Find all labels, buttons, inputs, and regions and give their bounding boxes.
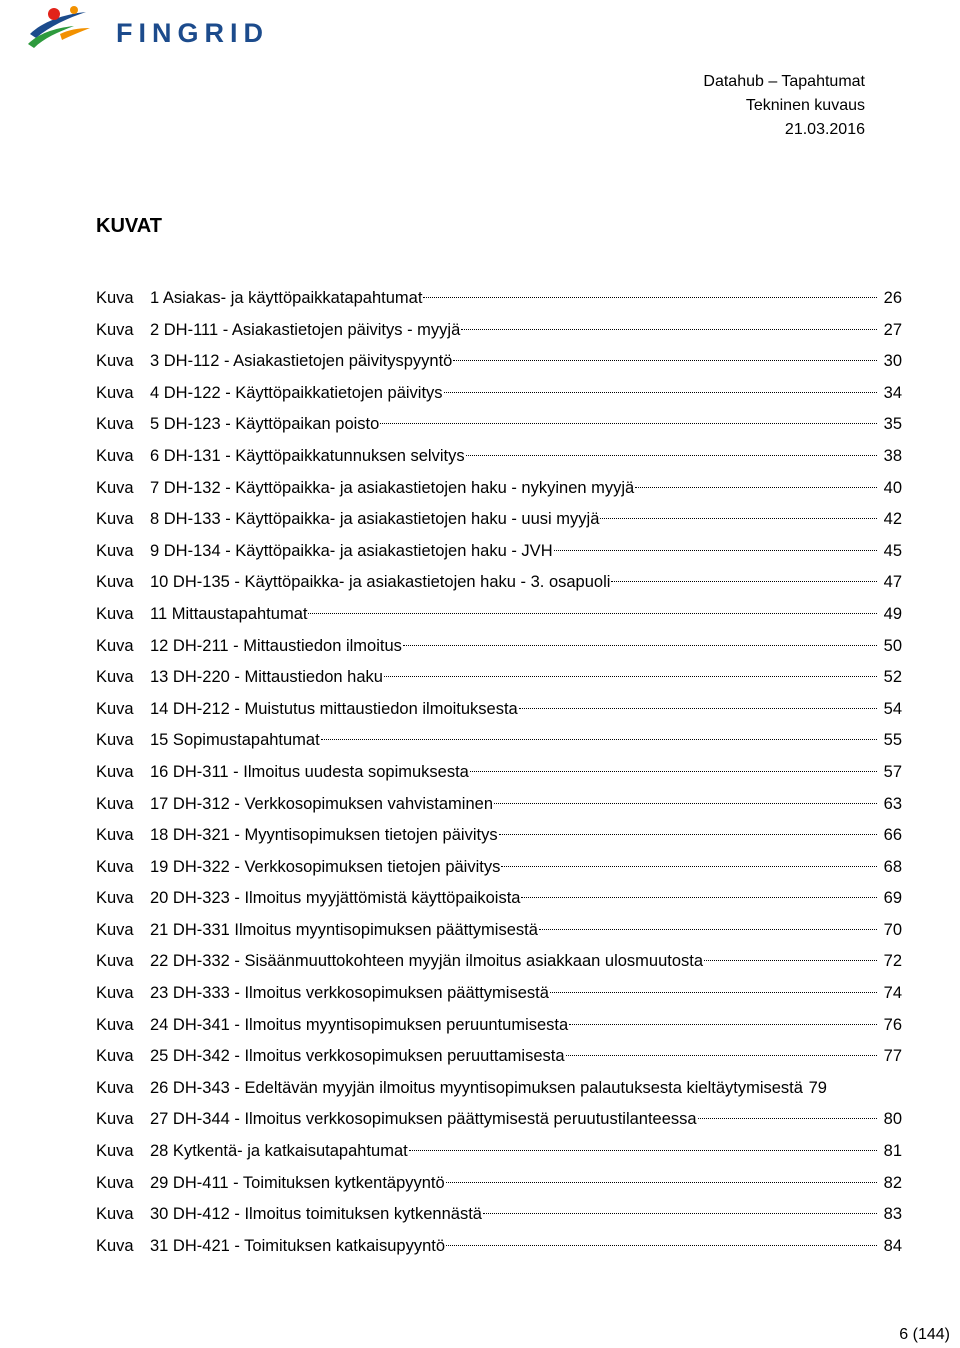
toc-entry-leader — [453, 360, 877, 361]
toc-entry-page: 72 — [883, 952, 902, 971]
toc-entry-label: 14 DH-212 - Muistutus mittaustiedon ilmoituksesta — [150, 699, 518, 718]
toc-entry-leader — [501, 866, 877, 867]
toc-entry-leader — [409, 1150, 877, 1151]
toc-entry-label: 13 DH-220 - Mittaustiedon haku — [150, 668, 383, 687]
toc-entry-prefix: Kuva — [96, 1110, 134, 1129]
toc-entry-page: 82 — [883, 1173, 902, 1192]
document-date: 21.03.2016 — [784, 121, 865, 138]
toc-entry-label: 2 DH-111 - Asiakastietojen päivitys - myyjä — [150, 320, 461, 339]
toc-entry[interactable] — [96, 476, 902, 508]
toc-entry-page: 63 — [883, 794, 902, 813]
toc-entry-leader — [550, 992, 877, 993]
toc-entry-leader — [698, 1118, 877, 1119]
toc-entry-page: 81 — [883, 1142, 902, 1161]
toc-entry-leader — [521, 897, 877, 898]
toc-entry-label: 5 DH-123 - Käyttöpaikan poisto — [150, 415, 380, 434]
toc-entry-prefix: Kuva — [96, 573, 134, 592]
toc-entry-label: 21 DH-331 Ilmoitus myyntisopimuksen päättymisestä — [150, 920, 538, 939]
toc-entry-label: 12 DH-211 - Mittaustiedon ilmoitus — [150, 636, 402, 655]
toc-entry[interactable] — [96, 918, 902, 950]
toc-entry-page: 54 — [883, 699, 902, 718]
toc-entry-prefix: Kuva — [96, 352, 134, 371]
toc-entry-page: 76 — [883, 1015, 902, 1034]
toc-entry[interactable] — [96, 412, 902, 444]
toc-entry-prefix: Kuva — [96, 510, 134, 529]
toc-entry-page: 26 — [883, 289, 902, 307]
toc-entry-prefix: Kuva — [96, 857, 134, 876]
toc-entry-page: 30 — [883, 352, 902, 371]
toc-entry-label: 16 DH-311 - Ilmoitus uudesta sopimuksesta — [150, 762, 469, 781]
toc-entry-label: 28 Kytkentä- ja katkaisutapahtumat — [150, 1142, 408, 1161]
page-number: 6 (144) — [899, 1326, 950, 1343]
toc-entry-label: 7 DH-132 - Käyttöpaikka- ja asiakastietojen haku - nykyinen myyjä — [150, 478, 635, 497]
document-title: Datahub – Tapahtumat — [703, 73, 865, 90]
toc-entry-leader — [423, 297, 877, 298]
toc-entry[interactable] — [96, 886, 902, 918]
toc-entry[interactable] — [96, 570, 902, 602]
toc-entry-prefix: Kuva — [96, 383, 134, 402]
toc-entry-label: 29 DH-411 - Toimituksen kytkentäpyyntö — [150, 1173, 445, 1192]
toc-entry-page: 38 — [883, 446, 902, 465]
toc-entry-label: 17 DH-312 - Verkkosopimuksen vahvistaminen — [150, 794, 493, 813]
toc-entry-prefix: Kuva — [96, 984, 134, 1003]
toc-entry-leader — [308, 613, 877, 614]
toc-entry[interactable] — [96, 823, 902, 855]
toc-entry-leader — [566, 1055, 877, 1056]
toc-entry-page: 66 — [883, 826, 902, 845]
toc-entry-leader — [539, 929, 877, 930]
figure-list — [96, 286, 902, 1265]
toc-entry-page: 84 — [883, 1236, 902, 1255]
toc-entry[interactable] — [96, 728, 902, 760]
toc-entry-prefix: Kuva — [96, 478, 134, 497]
toc-entry-leader — [483, 1213, 877, 1214]
toc-entry-label: 30 DH-412 - Ilmoitus toimituksen kytkennästä — [150, 1205, 482, 1224]
toc-entry-label: 1 Asiakas- ja käyttöpaikkatapahtumat — [150, 289, 423, 307]
toc-entry-page: 52 — [883, 668, 902, 687]
toc-entry-leader — [494, 803, 877, 804]
toc-entry-prefix: Kuva — [96, 794, 134, 813]
toc-entry-page: 55 — [883, 731, 902, 750]
toc-entry-page: 68 — [883, 857, 902, 876]
toc-entry[interactable] — [96, 318, 902, 350]
toc-entry-label: 4 DH-122 - Käyttöpaikkatietojen päivitys — [150, 383, 443, 402]
toc-entry[interactable] — [96, 444, 902, 476]
toc-entry[interactable] — [96, 1013, 902, 1045]
toc-entry[interactable] — [96, 1234, 902, 1266]
toc-entry-label: 31 DH-421 - Toimituksen katkaisupyyntö — [150, 1236, 446, 1255]
toc-entry-label: 15 Sopimustapahtumat — [150, 731, 320, 750]
toc-entry-prefix: Kuva — [96, 826, 134, 845]
toc-entry-leader — [446, 1182, 877, 1183]
toc-entry-prefix: Kuva — [96, 889, 134, 908]
toc-entry-page: 69 — [883, 889, 902, 908]
toc-entry-prefix: Kuva — [96, 762, 134, 781]
toc-entry-prefix: Kuva — [96, 1142, 134, 1161]
toc-entry[interactable] — [96, 792, 902, 824]
toc-entry[interactable] — [96, 1171, 902, 1203]
toc-entry-leader — [321, 739, 877, 740]
toc-entry[interactable] — [96, 855, 902, 887]
toc-entry-leader — [444, 392, 877, 393]
toc-entry-prefix: Kuva — [96, 1236, 134, 1255]
toc-entry-label: 23 DH-333 - Ilmoitus verkkosopimuksen päättymisestä — [150, 984, 549, 1003]
toc-entry-prefix: Kuva — [96, 1047, 134, 1066]
section-title: KUVAT — [96, 215, 162, 237]
toc-entry-label: 26 DH-343 - Edeltävän myyjän ilmoitus myyntisopimuksen palautuksesta kieltäytymisestä — [150, 1078, 803, 1097]
toc-entry-page: 34 — [883, 383, 902, 402]
toc-entry[interactable] — [96, 634, 902, 666]
logo-wordmark: FINGRID — [116, 18, 269, 48]
toc-entry-leader — [446, 1245, 877, 1246]
toc-entry-label: 9 DH-134 - Käyttöpaikka- ja asiakastietojen haku - JVH — [150, 541, 553, 560]
document-subtitle: Tekninen kuvaus — [745, 97, 865, 114]
toc-entry[interactable] — [96, 602, 902, 634]
toc-entry-prefix: Kuva — [96, 920, 134, 939]
toc-entry-label: 6 DH-131 - Käyttöpaikkatunnuksen selvitys — [150, 446, 465, 465]
toc-entry-leader — [704, 960, 877, 961]
toc-entry-label: 20 DH-323 - Ilmoitus myyjättömistä käyttöpaikoista — [150, 889, 521, 908]
toc-entry-page: 50 — [883, 636, 902, 655]
toc-entry-leader — [403, 645, 877, 646]
toc-entry-prefix: Kuva — [96, 1173, 134, 1192]
toc-entry-page: 42 — [883, 510, 902, 529]
toc-entry-leader — [470, 771, 877, 772]
toc-entry-page: 77 — [883, 1047, 902, 1066]
toc-entry-label: 27 DH-344 - Ilmoitus verkkosopimuksen päättymisestä peruutustilanteessa — [150, 1110, 697, 1129]
toc-entry-leader — [569, 1024, 877, 1025]
toc-entry-leader — [384, 676, 877, 677]
toc-entry-prefix: Kuva — [96, 699, 134, 718]
toc-entry-page: 70 — [883, 920, 902, 939]
toc-entry-page: 40 — [883, 478, 902, 497]
toc-entry-label: 22 DH-332 - Sisäänmuuttokohteen myyjän ilmoitus asiakkaan ulosmuutosta — [150, 952, 704, 971]
toc-entry-page: 74 — [883, 984, 902, 1003]
toc-entry[interactable] — [96, 507, 902, 539]
toc-entry-prefix: Kuva — [96, 415, 134, 434]
toc-entry-leader — [466, 455, 877, 456]
toc-entry-label: 18 DH-321 - Myyntisopimuksen tietojen päivitys — [150, 826, 498, 845]
toc-entry-prefix: Kuva — [96, 1015, 134, 1034]
toc-entry-leader — [554, 550, 877, 551]
toc-entry-prefix: Kuva — [96, 731, 134, 750]
toc-entry-prefix: Kuva — [96, 1205, 134, 1224]
toc-entry-prefix: Kuva — [96, 289, 134, 307]
toc-entry-page: 35 — [883, 415, 902, 434]
toc-entry-leader — [461, 329, 877, 330]
toc-entry[interactable] — [96, 760, 902, 792]
toc-entry[interactable] — [96, 286, 902, 318]
toc-entry[interactable] — [96, 981, 902, 1013]
toc-entry-prefix: Kuva — [96, 636, 134, 655]
toc-entry-prefix: Kuva — [96, 446, 134, 465]
toc-entry-label: 8 DH-133 - Käyttöpaikka- ja asiakastietojen haku - uusi myyjä — [150, 510, 600, 529]
toc-entry-label: 3 DH-112 - Asiakastietojen päivityspyyntö — [150, 352, 453, 371]
toc-entry-page: 83 — [883, 1205, 902, 1224]
toc-entry[interactable] — [96, 1139, 902, 1171]
toc-entry-prefix: Kuva — [96, 541, 134, 560]
toc-entry-page: 80 — [883, 1110, 902, 1129]
toc-entry[interactable] — [96, 949, 902, 981]
fingrid-logo — [24, 4, 269, 54]
toc-entry-leader — [499, 834, 877, 835]
toc-entry-prefix: Kuva — [96, 952, 134, 971]
toc-entry-leader — [635, 487, 877, 488]
toc-entry-page: 27 — [883, 320, 902, 339]
toc-entry[interactable] — [96, 1076, 902, 1108]
toc-entry-leader — [519, 708, 877, 709]
fingrid-logo-mark-icon — [24, 4, 94, 52]
toc-entry-leader — [611, 581, 877, 582]
toc-entry-label: 11 Mittaustapahtumat — [150, 604, 308, 623]
toc-entry-page: 45 — [883, 541, 902, 560]
toc-entry-prefix: Kuva — [96, 1078, 134, 1097]
document-header — [703, 70, 865, 142]
toc-entry-page: 79 — [808, 1078, 827, 1097]
toc-entry[interactable] — [96, 381, 902, 413]
toc-entry[interactable] — [96, 539, 902, 571]
toc-entry[interactable] — [96, 697, 902, 729]
toc-entry[interactable] — [96, 1202, 902, 1234]
toc-entry-label: 24 DH-341 - Ilmoitus myyntisopimuksen peruuntumisesta — [150, 1015, 569, 1034]
toc-entry-page: 49 — [883, 604, 902, 623]
toc-entry-label: 10 DH-135 - Käyttöpaikka- ja asiakastietojen haku - 3. osapuoli — [150, 573, 611, 592]
toc-entry-leader — [600, 518, 877, 519]
toc-entry-label: 19 DH-322 - Verkkosopimuksen tietojen päivitys — [150, 857, 501, 876]
toc-entry[interactable] — [96, 1044, 902, 1076]
toc-entry[interactable] — [96, 349, 902, 381]
toc-entry[interactable] — [96, 1107, 902, 1139]
toc-entry-page: 57 — [883, 762, 902, 781]
toc-entry-prefix: Kuva — [96, 604, 134, 623]
toc-entry-page: 47 — [883, 573, 902, 592]
toc-entry[interactable] — [96, 665, 902, 697]
toc-entry-label: 25 DH-342 - Ilmoitus verkkosopimuksen peruuttamisesta — [150, 1047, 565, 1066]
toc-entry-prefix: Kuva — [96, 668, 134, 687]
toc-entry-prefix: Kuva — [96, 320, 134, 339]
toc-entry-leader — [380, 423, 877, 424]
